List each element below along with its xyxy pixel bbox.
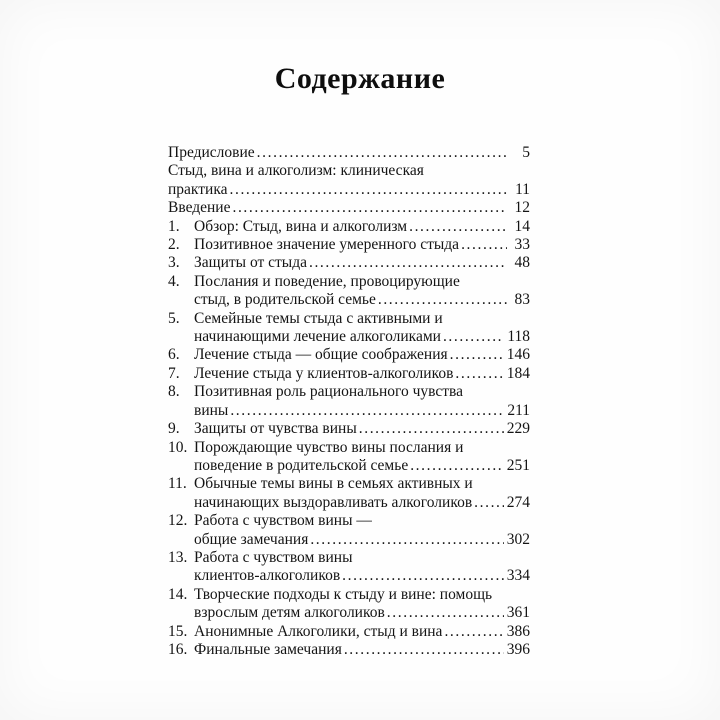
entry-text: Работа с чувством вины — <box>194 512 372 530</box>
toc-entry <box>168 310 530 347</box>
entry-number: 10. <box>168 438 188 456</box>
entry-text: Финальные замечания <box>194 640 342 658</box>
toc-line <box>168 162 530 180</box>
dot-leader <box>309 254 507 272</box>
entry-text: начинающими лечение алкоголиками <box>194 328 441 346</box>
dot-leader <box>344 641 504 659</box>
entry-text: Позитивное значение умеренного стыда <box>194 236 460 254</box>
entry-text: Лечение стыда — общие соображения <box>194 346 448 364</box>
entry-text: начинающих выздоравливать алкоголиков <box>194 493 473 511</box>
entry-page-number: 11 <box>515 180 530 198</box>
toc-line <box>168 531 530 549</box>
toc-entry <box>168 273 530 310</box>
dot-leader <box>230 402 504 420</box>
entry-page-number: 14 <box>514 217 530 235</box>
entry-page-number: 184 <box>506 364 530 382</box>
dot-leader <box>409 218 507 236</box>
dot-leader <box>230 181 508 199</box>
dot-leader <box>461 236 507 254</box>
entry-number: 11. <box>168 475 187 493</box>
entry-page-number: 274 <box>506 493 530 511</box>
entry-number: 1. <box>168 217 180 235</box>
entry-text: Лечение стыда у клиентов-алкоголиков <box>194 364 454 382</box>
entry-page-number: 12 <box>514 199 530 217</box>
entry-number: 2. <box>168 236 180 254</box>
toc-line <box>168 567 530 585</box>
toc-line <box>168 604 530 622</box>
entry-page-number: 5 <box>522 144 530 161</box>
toc-entry <box>168 254 530 272</box>
entry-number: 6. <box>168 346 180 364</box>
toc-line <box>168 457 530 475</box>
toc-line <box>168 291 530 309</box>
entry-number: 5. <box>168 309 180 327</box>
dot-leader <box>232 199 507 217</box>
toc-line <box>168 494 530 512</box>
dot-leader <box>455 365 503 383</box>
dot-leader <box>443 328 504 346</box>
entry-page-number: 302 <box>506 530 530 548</box>
entry-text: Порождающие чувство вины послания и <box>194 438 464 456</box>
dot-leader <box>450 346 504 364</box>
toc-line <box>168 420 530 438</box>
entry-text: Обычные темы вины в семьях активных и <box>194 475 473 493</box>
entry-page-number: 118 <box>507 328 530 346</box>
entry-page-number: 251 <box>506 456 530 474</box>
toc-line <box>168 365 530 383</box>
entry-text: Защиты от стыда <box>194 254 307 272</box>
entry-number: 7. <box>168 364 180 382</box>
toc-entry <box>168 512 530 549</box>
entry-number: 14. <box>168 585 188 603</box>
entry-text: Творческие подходы к стыду и вине: помощь <box>194 585 493 603</box>
toc-entry <box>168 365 530 383</box>
toc-line <box>168 199 530 217</box>
entry-text: Защиты от чувства вины <box>194 420 357 438</box>
toc-line <box>168 475 530 493</box>
dot-leader <box>310 531 503 549</box>
entry-page-number: 361 <box>506 604 530 622</box>
entry-number: 9. <box>168 420 180 438</box>
entry-number: 13. <box>168 548 188 566</box>
entry-number: 8. <box>168 383 180 401</box>
entry-page-number: 396 <box>506 640 530 658</box>
toc-entry <box>168 236 530 254</box>
dot-leader <box>474 494 504 512</box>
table-of-contents <box>168 144 530 659</box>
dot-leader <box>342 567 504 585</box>
toc-entry <box>168 439 530 476</box>
entry-page-number: 83 <box>514 291 530 309</box>
entry-text: Стыд, вина и алкоголизм: клиническая <box>168 162 424 180</box>
toc-entry <box>168 383 530 420</box>
toc-line <box>168 623 530 641</box>
entry-text: клиентов-алкоголиков <box>194 567 341 585</box>
entry-number: 3. <box>168 254 180 272</box>
dot-leader <box>410 457 504 475</box>
entry-number: 16. <box>168 640 188 658</box>
entry-page-number: 386 <box>506 622 530 640</box>
page-title: Содержание <box>274 62 446 95</box>
entry-page-number: 48 <box>514 254 530 272</box>
toc-entry <box>168 199 530 217</box>
entry-page-number: 334 <box>506 567 530 585</box>
toc-line <box>168 144 530 162</box>
toc-entry <box>168 218 530 236</box>
toc-line <box>168 310 530 328</box>
entry-text: поведение в родительской семье <box>194 456 409 474</box>
toc-entry <box>168 346 530 364</box>
entry-text: Работа с чувством вины <box>194 548 353 566</box>
toc-line <box>168 586 530 604</box>
dot-leader <box>257 144 507 162</box>
entry-number: 12. <box>168 512 188 530</box>
entry-text: вины <box>194 401 229 419</box>
toc-line <box>168 512 530 530</box>
toc-line <box>168 402 530 420</box>
entry-text: Послания и поведение, провоцирующие <box>194 272 460 290</box>
toc-line <box>168 218 530 236</box>
toc-line <box>168 273 530 291</box>
entry-text: взрослым детям алкоголиков <box>194 604 385 622</box>
toc-line <box>168 549 530 567</box>
entry-text: Анонимные Алкоголики, стыд и вина <box>194 622 443 640</box>
toc-entry <box>168 475 530 512</box>
dot-leader <box>359 420 504 438</box>
entry-text: Предисловие <box>168 144 255 161</box>
toc-entry <box>168 641 530 659</box>
entry-text: Семейные темы стыда с активными и <box>194 309 443 327</box>
dot-leader <box>387 604 504 622</box>
toc-entry <box>168 623 530 641</box>
entry-page-number: 146 <box>506 346 530 364</box>
entry-text: общие замечания <box>194 530 309 548</box>
toc-line <box>168 346 530 364</box>
entry-text: Позитивная роль рационального чувства <box>194 383 464 401</box>
toc-entry <box>168 144 530 162</box>
entry-text: Обзор: Стыд, вина и алкоголизм <box>194 217 408 235</box>
toc-entry <box>168 586 530 623</box>
toc-line <box>168 328 530 346</box>
toc-line <box>168 439 530 457</box>
dot-leader <box>378 291 507 309</box>
toc-line <box>168 641 530 659</box>
entry-text: стыд, в родительской семье <box>194 291 376 309</box>
toc-entry <box>168 162 530 199</box>
entry-page-number: 33 <box>514 236 530 254</box>
toc-line <box>168 254 530 272</box>
toc-entry <box>168 549 530 586</box>
entry-text: практика <box>168 180 228 198</box>
toc-entry <box>168 420 530 438</box>
entry-text: Введение <box>168 199 231 217</box>
toc-line <box>168 236 530 254</box>
entry-page-number: 211 <box>507 401 530 419</box>
entry-number: 15. <box>168 622 188 640</box>
dot-leader <box>444 623 503 641</box>
toc-line <box>168 383 530 401</box>
entry-number: 4. <box>168 272 180 290</box>
entry-page-number: 229 <box>506 420 530 438</box>
toc-line <box>168 181 530 199</box>
